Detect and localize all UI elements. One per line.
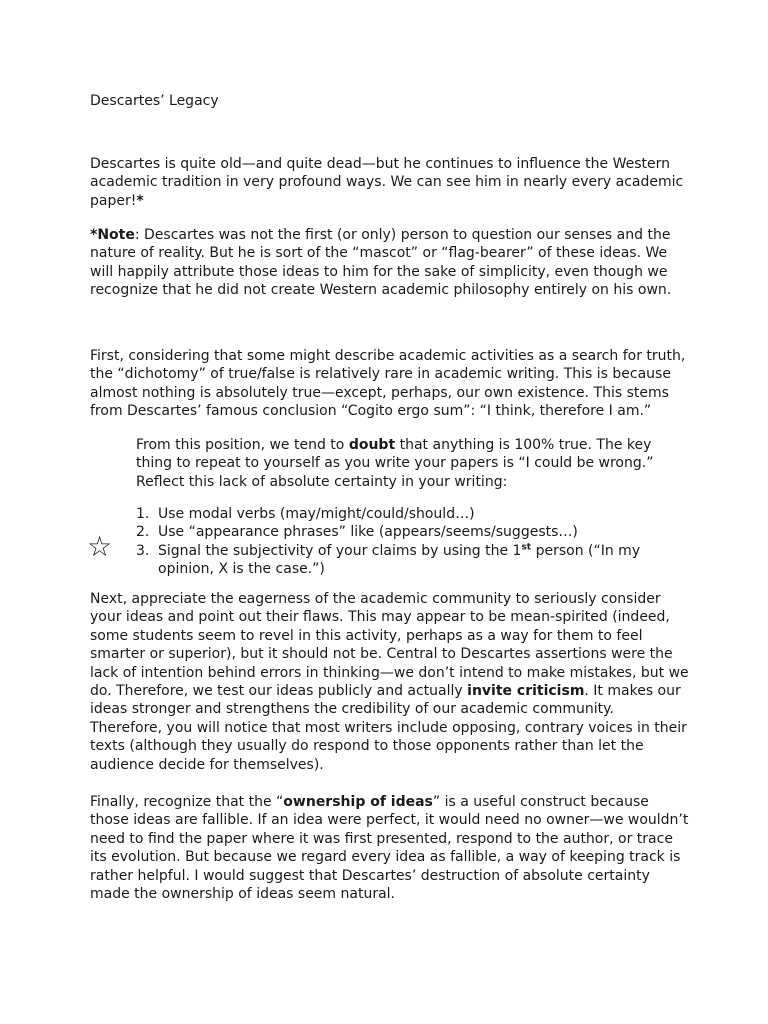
list-superscript: st — [521, 542, 532, 553]
first-paragraph: First, considering that some might describe academic activities as a search for truth, the “dichotomy” of true/false is relatively rare in academic writing. This is because almost nothing is absolutely true—except, perhaps, our own existence. This stems from Descartes’ famous conclusion “Cogito ergo sum”: “I think, therefore I am.” — [90, 348, 686, 420]
ownership-text-post: ” is a useful construct because those ideas are fallible. If an idea were perfect, it would need no owner—we wouldn’t need to find the paper where it was first presented, respond to the author, or trace its evolution. But because we regard every idea as fallible, a way of keeping track is rather helpful. I would suggest that Descartes’ destruction of absolute certainty made the ownership of ideas seem natural. — [90, 794, 689, 903]
list-item — [136, 523, 676, 541]
list-text-pre: Signal the subjectivity of your claims by using the 1 — [158, 542, 522, 559]
list-number: 3. — [136, 542, 150, 559]
criticism-emphasis: invite criticism — [467, 683, 585, 700]
criticism-text-pre: Next, appreciate the eagerness of the academic community to seriously consider your ideas and point out their flaws. This may appear to be mean-spirited (indeed, some students seem to revel in this activity, perhaps as a way for them to feel smarter or superior), but it should not be. Central to Descartes assertions were the lack of intention behind errors in thinking—we don’t intend to make mistakes, but we do. Therefore, we test our ideas publicly and actually — [90, 591, 689, 700]
criticism-paragraph — [90, 590, 690, 774]
ownership-text-pre: Finally, recognize that the “ — [90, 794, 284, 810]
list-text-post: person (“In my opinion, X is the case.”) — [158, 542, 641, 578]
list-number: 1. — [136, 506, 150, 522]
ownership-emphasis: ownership of ideas — [283, 794, 433, 810]
document-title: Descartes’ Legacy — [90, 93, 219, 109]
note-label: *Note — [90, 227, 135, 243]
note-text: : Descartes was not the first (or only) person to question our senses and the nature of reality. But he is sort of the “mascot” or “flag-bearer” of these ideas. We will happily attribute those ideas to him for the sake of simplicity, even though we recognize that he did not create Western academic philosophy entirely on his own. — [90, 227, 672, 299]
list-item — [136, 542, 676, 579]
doubt-paragraph — [136, 436, 676, 491]
ownership-paragraph — [90, 793, 690, 903]
doubt-text-post: that anything is 100% true. The key thing to repeat to yourself as you write your papers is “I could be wrong.” Reflect this lack of absolute certainty in your writing: — [136, 437, 654, 490]
list-item — [136, 505, 676, 523]
list-text: Use modal verbs (may/might/could/should…) — [158, 506, 475, 522]
intro-paragraph — [90, 155, 690, 210]
intro-asterisk: * — [136, 192, 144, 209]
criticism-text-post: . It makes our ideas stronger and strengthens the credibility of our academic community. Therefore, you will notice that most writers include opposing, contrary voices in their texts (although they usually do respond to those opponents rather than let the audience decide for themselves). — [90, 683, 687, 773]
doubt-emphasis: doubt — [348, 437, 396, 453]
list-number: 2. — [136, 524, 150, 541]
star-icon: ☆ — [87, 530, 113, 563]
writing-tips-list — [136, 505, 676, 579]
list-text: Use “appearance phrases” like (appears/seems/suggests…) — [158, 524, 578, 541]
note-paragraph — [90, 226, 690, 300]
intro-text: Descartes is quite old—and quite dead—but he continues to influence the Western academic tradition in very profound ways. We can see him in nearly every academic paper! — [90, 156, 684, 209]
doubt-text-pre: From this position, we tend to — [136, 437, 349, 453]
